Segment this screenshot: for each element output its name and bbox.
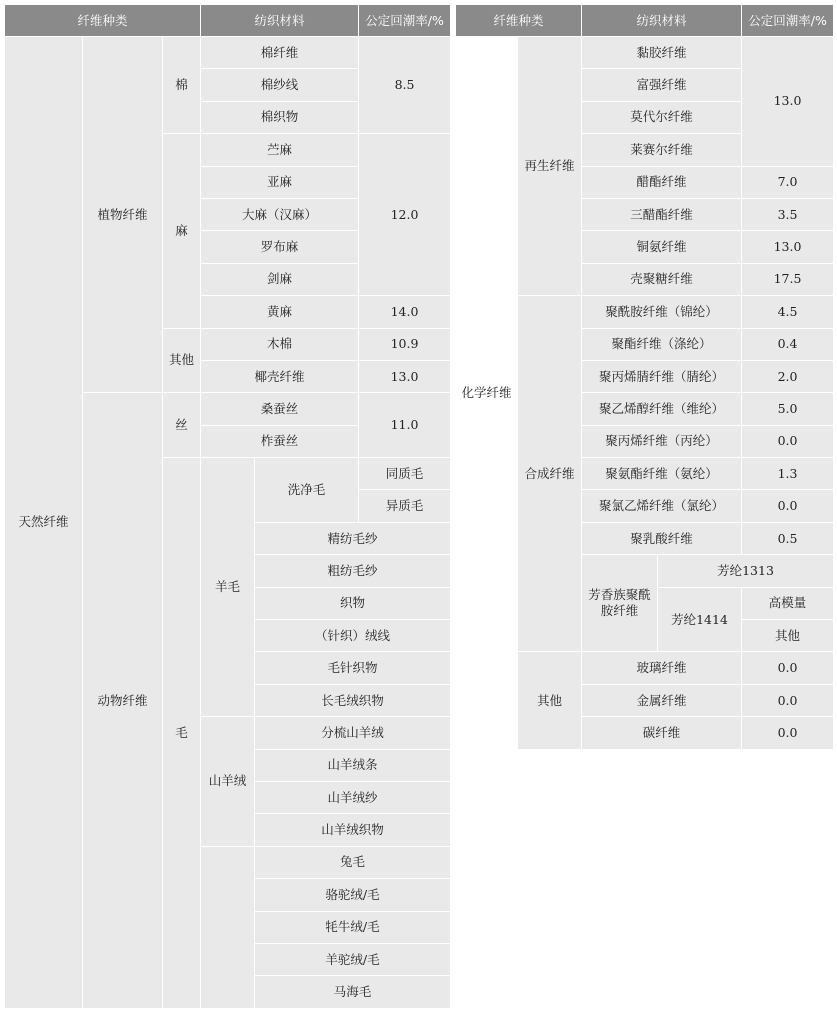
- washed-wool-label: 洗净毛: [255, 458, 359, 523]
- material-cell: 剑麻: [201, 263, 359, 295]
- regain-value: 13.0: [742, 37, 834, 167]
- material-cell: 同质毛: [359, 458, 451, 490]
- regain-value: 0.0: [742, 652, 834, 684]
- material-cell: 山羊绒条: [255, 749, 451, 781]
- material-cell: 铜氨纤维: [582, 231, 742, 263]
- blank-cell: [201, 846, 255, 1008]
- regain-value: 1.3: [742, 458, 834, 490]
- table-row: [456, 37, 834, 69]
- material-cell: 壳聚糖纤维: [582, 263, 742, 295]
- material-cell: 醋酯纤维: [582, 166, 742, 198]
- left-table: [4, 4, 451, 1009]
- material-cell: 高模量: [742, 587, 834, 619]
- material-cell: 黏胶纤维: [582, 37, 742, 69]
- other-fiber-label: 其他: [518, 652, 582, 749]
- material-cell: 棉纱线: [201, 69, 359, 101]
- material-cell: （针织）绒线: [255, 620, 451, 652]
- material-cell: 聚酰胺纤维（锦纶）: [582, 296, 742, 328]
- plant-other-label: 其他: [163, 328, 201, 393]
- material-cell: 棉纤维: [201, 37, 359, 69]
- material-cell: 牦牛绒/毛: [255, 911, 451, 943]
- material-cell: 金属纤维: [582, 684, 742, 716]
- regain-value: 2.0: [742, 360, 834, 392]
- regain-value: 11.0: [359, 393, 451, 458]
- material-cell: 莫代尔纤维: [582, 101, 742, 133]
- regain-value: 0.5: [742, 522, 834, 554]
- material-cell: 莱赛尔纤维: [582, 134, 742, 166]
- material-cell: 富强纤维: [582, 69, 742, 101]
- material-cell: 兔毛: [255, 846, 451, 878]
- material-cell: 亚麻: [201, 166, 359, 198]
- material-cell: 碳纤维: [582, 717, 742, 749]
- regain-value: 0.0: [742, 490, 834, 522]
- regain-value: 14.0: [359, 296, 451, 328]
- regain-value: 0.0: [742, 425, 834, 457]
- silk-label: 丝: [163, 393, 201, 458]
- material-cell: 芳纶1313: [658, 555, 834, 587]
- material-cell: 山羊绒纱: [255, 781, 451, 813]
- hair-label: 毛: [163, 458, 201, 1009]
- regain-value: 0.4: [742, 328, 834, 360]
- hemp-label: 麻: [163, 134, 201, 328]
- material-cell: 织物: [255, 587, 451, 619]
- regain-value: 12.0: [359, 134, 451, 296]
- table-row: [5, 37, 451, 69]
- regain-value: 4.5: [742, 296, 834, 328]
- cashmere-label: 山羊绒: [201, 717, 255, 847]
- material-cell: 长毛绒织物: [255, 684, 451, 716]
- material-cell: 山羊绒织物: [255, 814, 451, 846]
- regain-value: 3.5: [742, 198, 834, 230]
- right-table: [455, 4, 834, 750]
- regain-value: 13.0: [359, 360, 451, 392]
- material-cell: 聚氯乙烯纤维（氯纶）: [582, 490, 742, 522]
- synthetic-fiber-label: 合成纤维: [518, 296, 582, 652]
- material-cell: 骆驼绒/毛: [255, 879, 451, 911]
- material-cell: 聚丙烯纤维（丙纶）: [582, 425, 742, 457]
- material-cell: 异质毛: [359, 490, 451, 522]
- material-cell: 聚丙烯腈纤维（腈纶）: [582, 360, 742, 392]
- material-cell: 聚乙烯醇纤维（维纶）: [582, 393, 742, 425]
- header-material: 纺织材料: [582, 5, 742, 37]
- material-cell: 粗纺毛纱: [255, 555, 451, 587]
- header-row: [5, 5, 451, 37]
- material-cell: 大麻（汉麻）: [201, 198, 359, 230]
- material-cell: 马海毛: [255, 976, 451, 1008]
- header-category: 纤维种类: [456, 5, 582, 37]
- wool-label: 羊毛: [201, 458, 255, 717]
- regain-value: 0.0: [742, 684, 834, 716]
- material-cell: 苎麻: [201, 134, 359, 166]
- material-cell: 黄麻: [201, 296, 359, 328]
- animal-fiber-label: 动物纤维: [83, 393, 163, 1008]
- plant-fiber-label: 植物纤维: [83, 37, 163, 393]
- cotton-label: 棉: [163, 37, 201, 134]
- material-cell: 其他: [742, 620, 834, 652]
- header-category: 纤维种类: [5, 5, 201, 37]
- material-cell: 罗布麻: [201, 231, 359, 263]
- material-cell: 三醋酯纤维: [582, 198, 742, 230]
- header-regain: 公定回潮率/%: [742, 5, 834, 37]
- regain-value: 17.5: [742, 263, 834, 295]
- regain-value: 10.9: [359, 328, 451, 360]
- header-regain: 公定回潮率/%: [359, 5, 451, 37]
- aramid1414-label: 芳纶1414: [658, 587, 742, 652]
- header-material: 纺织材料: [201, 5, 359, 37]
- aramid-label: 芳香族聚酰胺纤维: [582, 555, 658, 652]
- header-row: [456, 5, 834, 37]
- regenerated-fiber-label: 再生纤维: [518, 37, 582, 296]
- regain-value: 7.0: [742, 166, 834, 198]
- material-cell: 棉织物: [201, 101, 359, 133]
- material-cell: 桑蚕丝: [201, 393, 359, 425]
- material-cell: 毛针织物: [255, 652, 451, 684]
- regain-value: 0.0: [742, 717, 834, 749]
- regain-value: 8.5: [359, 37, 451, 134]
- material-cell: 椰壳纤维: [201, 360, 359, 392]
- material-cell: 木棉: [201, 328, 359, 360]
- regain-value: 5.0: [742, 393, 834, 425]
- natural-fiber-label: 天然纤维: [5, 37, 83, 1009]
- material-cell: 聚乳酸纤维: [582, 522, 742, 554]
- material-cell: 聚氨酯纤维（氨纶）: [582, 458, 742, 490]
- material-cell: 柞蚕丝: [201, 425, 359, 457]
- material-cell: 羊驼绒/毛: [255, 943, 451, 975]
- chemical-fiber-label: 化学纤维: [456, 37, 518, 750]
- material-cell: 玻璃纤维: [582, 652, 742, 684]
- material-cell: 精纺毛纱: [255, 522, 451, 554]
- regain-value: 13.0: [742, 231, 834, 263]
- material-cell: 聚酯纤维（涤纶）: [582, 328, 742, 360]
- material-cell: 分梳山羊绒: [255, 717, 451, 749]
